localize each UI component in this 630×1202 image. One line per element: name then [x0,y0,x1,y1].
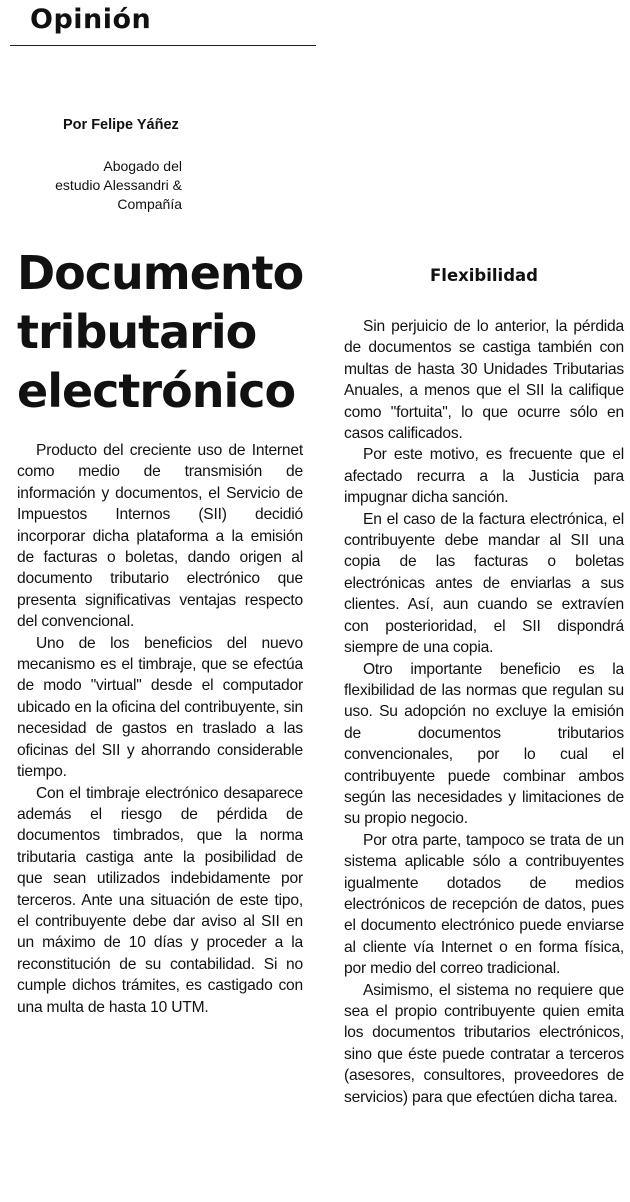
paragraph: Asimismo, el sistema no requiere que sea el propio contribuyente quien emita los documentos tributarios electrónicos, sino que éste puede contratar a terceros (asesores, consultores, proveedores de servicios) para que efectúen dicha tarea. [344,981,624,1106]
section-label: Opinión [30,4,152,35]
headline-line: tributario [17,305,257,359]
author-byline: Por Felipe Yáñez [63,117,179,133]
subhead: Flexibilidad [430,266,538,285]
left-column [17,440,303,1018]
author-role [40,157,182,214]
paragraph: Con el timbraje electrónico desaparece además el riesgo de pérdida de documentos timbrados, que la norma tributaria castiga ante la posibilidad de que sean utilizados indebidamente por terceros. Ante una situación de este tipo, el contribuyente debe dar aviso al SII en un máximo de 10 días y proceder a la reconstitución de su contabilidad. Si no cumple dichos trámites, es castigado con una multa de hasta 10 UTM. [17,784,303,1016]
headline-line: electrónico [17,364,296,418]
headline-line: Documento [17,246,304,300]
right-column [344,316,624,1108]
author-role-line: Compañía [117,196,182,212]
author-role-line: estudio Alessandri & [55,177,182,193]
paragraph: Uno de los beneficios del nuevo mecanismo es el timbraje, que se efectúa de modo "virtual" desde el computador ubicado en la oficina del contribuyente, sin necesidad de gastos en traslado a las oficinas del SII y ahorrando considerable tiempo. [17,634,303,781]
paragraph: Sin perjuicio de lo anterior, la pérdida de documentos se castiga también con multas de hasta 30 Unidades Tributarias Anuales, a menos que el SII la califique como "fortuita", lo que ocurre sólo en casos calificados. [344,318,624,443]
section-divider [10,45,316,46]
paragraph: Producto del creciente uso de Internet como medio de transmisión de información y documentos, el Servicio de Impuestos Internos (SII) decidió incorporar dicha plataforma a la emisión de facturas o boletas, dando origen al documento tributario electrónico que presenta significativas ventajas respecto del convencional. [17,442,303,631]
paragraph: Por otra parte, tampoco se trata de un sistema aplicable sólo a contribuyentes igualmente dotados de medios electrónicos de recepción de datos, pues el documento electrónico puede enviarse al cliente vía Internet o en forma física, por medio del correo tradicional. [344,831,624,978]
paragraph: En el caso de la factura electrónica, el contribuyente debe mandar al SII una copia de las facturas o boletas electrónicas antes de enviarlas a sus clientes. Así, aun cuando se extravíen con posterioridad, el SII dispondrá siempre de una copia. [344,510,624,657]
article-headline [17,244,307,421]
paragraph: Por este motivo, es frecuente que el afectado recurra a la Justicia para impugnar dicha sanción. [344,446,624,507]
paragraph: Otro importante beneficio es la flexibilidad de las normas que regulan su uso. Su adopción no excluye la emisión de documentos tributarios convencionales, por lo cual el contribuyente puede combinar ambos según las necesidades y limitaciones de su propio negocio. [344,660,624,828]
author-role-line: Abogado del [103,158,182,174]
